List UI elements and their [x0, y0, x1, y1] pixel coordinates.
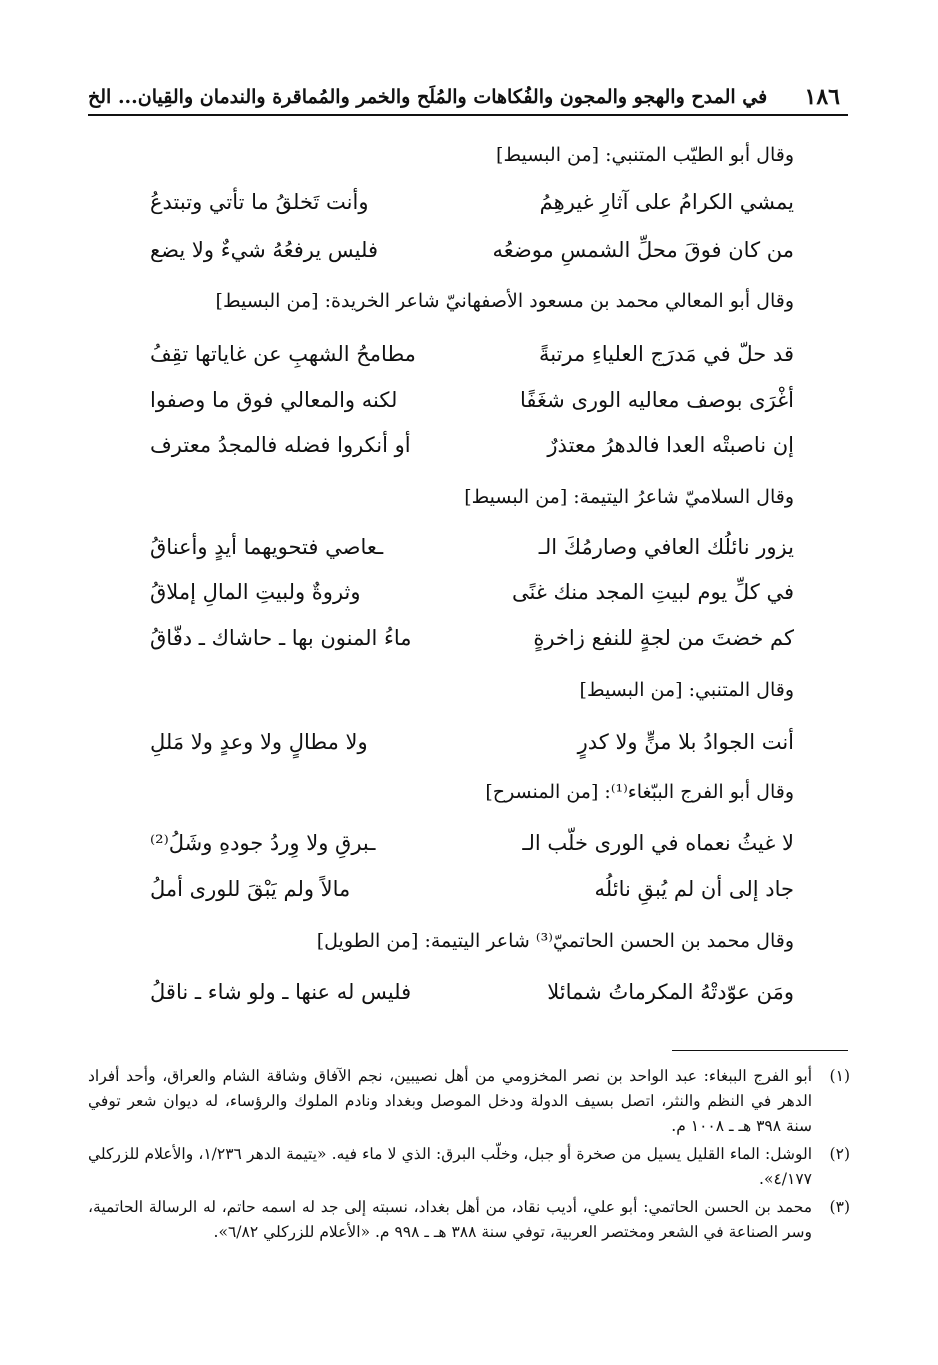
poem-intro: وقال أبو الطيّب المتنبي: [من البسيط] — [496, 144, 794, 166]
footnote — [88, 1142, 850, 1192]
page-number: ١٨٦ — [804, 84, 840, 110]
verse-line — [150, 235, 794, 265]
verse-line — [150, 577, 794, 607]
verse-first-hemistich: يزور نائلُك العافي وصارمُكَ الـ — [538, 535, 794, 559]
verse-second-hemistich: ماءُ المنون بها ـ حاشاك ـ دفّاقُ — [150, 626, 412, 650]
verse-second-hemistich: ولا مطالٍ ولا وعدٍ ولا مَللِ — [150, 730, 368, 754]
verse-second-hemistich: لكنه والمعالي فوق ما وصفوا — [150, 388, 398, 412]
verse-second-hemistich: وأنت تَخلقُ ما تأتي وتبتدعُ — [150, 190, 369, 214]
verse-first-hemistich: أغْرَى بوصف معاليه الورى شغَفًا — [520, 388, 794, 412]
footnote — [88, 1064, 850, 1139]
footnote-text: أبو الفرج الببغاء: عبد الواحد بن نصر المخزومي من أهل نصيبين، نجم الآفاق وشاقة الشام والعراق، وأحد أفراد الدهر في النظم والنثر، اتصل بسيف الدولة ودخل الموصل وبغداد ونادم الملوك والرؤساء، له ديوان شعر توفي سنة ٣٩٨ هـ ـ ١٠٠٨ م. — [88, 1067, 812, 1135]
footnote-text: محمد بن الحسن الحاتمي: أبو علي، أديب نقاد، من أهل بغداد، نسبته إلى جد له اسمه حاتم، له الرسالة الحاتمية، وسر الصناعة في الشعر ومختصر العربية، توفي سنة ٣٨٨ هـ ـ ٩٩٨ م. «الأعلام للزركلي ٦/٨٢». — [88, 1198, 812, 1241]
verse-first-hemistich: جاد إلى أن لم يُبقِ نائلُه — [594, 877, 794, 901]
poem-intro: وقال المتنبي: [من البسيط] — [579, 679, 794, 701]
verse-first-hemistich: يمشي الكرامُ على آثارِ غيرهِمُ — [539, 190, 794, 214]
verse-line — [150, 623, 794, 653]
verse-line — [150, 874, 794, 904]
footnote — [88, 1195, 850, 1245]
verse-second-hemistich: أو أنكروا فضله فالمجدُ معترف — [150, 433, 411, 457]
running-title: في المدح والهجو والمجون والفُكاهات والمُلَح والخمر والمُماقرة والندمان والقِيان... الخ — [88, 86, 768, 108]
poem-intro: وقال محمد بن الحسن الحاتميّ⁽³⁾ شاعر اليتيمة: [من الطويل] — [316, 930, 794, 952]
verse-line — [150, 977, 794, 1007]
verse-line — [150, 532, 794, 562]
verse-second-hemistich: ـبرقِ ولا وِردُ جودهِ وشَلُ⁽²⁾ — [150, 831, 376, 855]
footnote-text: الوشل: الماء القليل يسيل من صخرة أو جبل، وخلّب البرق: الذي لا ماء فيه. «يتيمة الدهر ١/٢٣٦، والأعلام للزركلي ٤/١٧٧». — [88, 1145, 812, 1188]
footnote-separator — [672, 1050, 848, 1051]
verse-second-hemistich: فليس له عنها ـ ولو شاء ـ ناقلُ — [150, 980, 412, 1004]
verse-first-hemistich: كم خضتَ من لجةٍ للنفع زاخرةٍ — [533, 626, 794, 650]
footnote-number: (٢) — [829, 1145, 850, 1163]
verse-line — [150, 339, 794, 369]
poem-intro: وقال أبو الفرج الببّغاء⁽¹⁾: [من المنسرح] — [485, 781, 794, 803]
poem-intro: وقال السلاميّ شاعرُ اليتيمة: [من البسيط] — [464, 486, 794, 508]
verse-second-hemistich: وثروةٌ ولبيتِ المالِ إملاقُ — [150, 580, 361, 604]
verse-second-hemistich: مطامحُ الشهبِ عن غاياتها تقِفُ — [150, 342, 416, 366]
verse-line — [150, 385, 794, 415]
verse-second-hemistich: مالاً ولم يَبْقَ للورى أملُ — [150, 877, 351, 901]
verse-second-hemistich: ـعاصي فتحويهما أيدٍ وأعناقُ — [150, 535, 384, 559]
page-header — [88, 80, 848, 116]
verse-first-hemistich: أنت الجوادُ بلا منٍّ ولا كدرٍ — [577, 730, 794, 754]
verse-line — [150, 727, 794, 757]
verse-first-hemistich: قد حلّ في مَدرَج العلياءِ مرتبةً — [538, 342, 794, 366]
footnote-number: (٣) — [829, 1198, 850, 1216]
verse-first-hemistich: لا غيثُ نعماه في الورى خلّب الـ — [522, 831, 794, 855]
verse-second-hemistich: فليس يرفعُهُ شيءٌ ولا يضع — [150, 238, 378, 262]
poem-block — [150, 140, 794, 170]
footnotes — [88, 1064, 850, 1248]
footnote-number: (١) — [829, 1067, 850, 1085]
verse-first-hemistich: من كان فوقَ محلِّ الشمسِ موضعُه — [492, 238, 794, 262]
verse-first-hemistich: ومَن عوّدتْهُ المكرماتُ شمائلا — [547, 980, 794, 1004]
poem-intro: وقال أبو المعالي محمد بن مسعود الأصفهانيّ شاعر الخريدة: [من البسيط] — [215, 290, 794, 312]
verse-line — [150, 430, 794, 460]
verse-line — [150, 828, 794, 858]
verse-first-hemistich: إن ناصبتْه العدا فالدهرُ معتذرٌ — [547, 433, 794, 457]
verse-first-hemistich: في كلِّ يوم لبيتِ المجد منك غنًى — [512, 580, 794, 604]
verse-line — [150, 187, 794, 217]
